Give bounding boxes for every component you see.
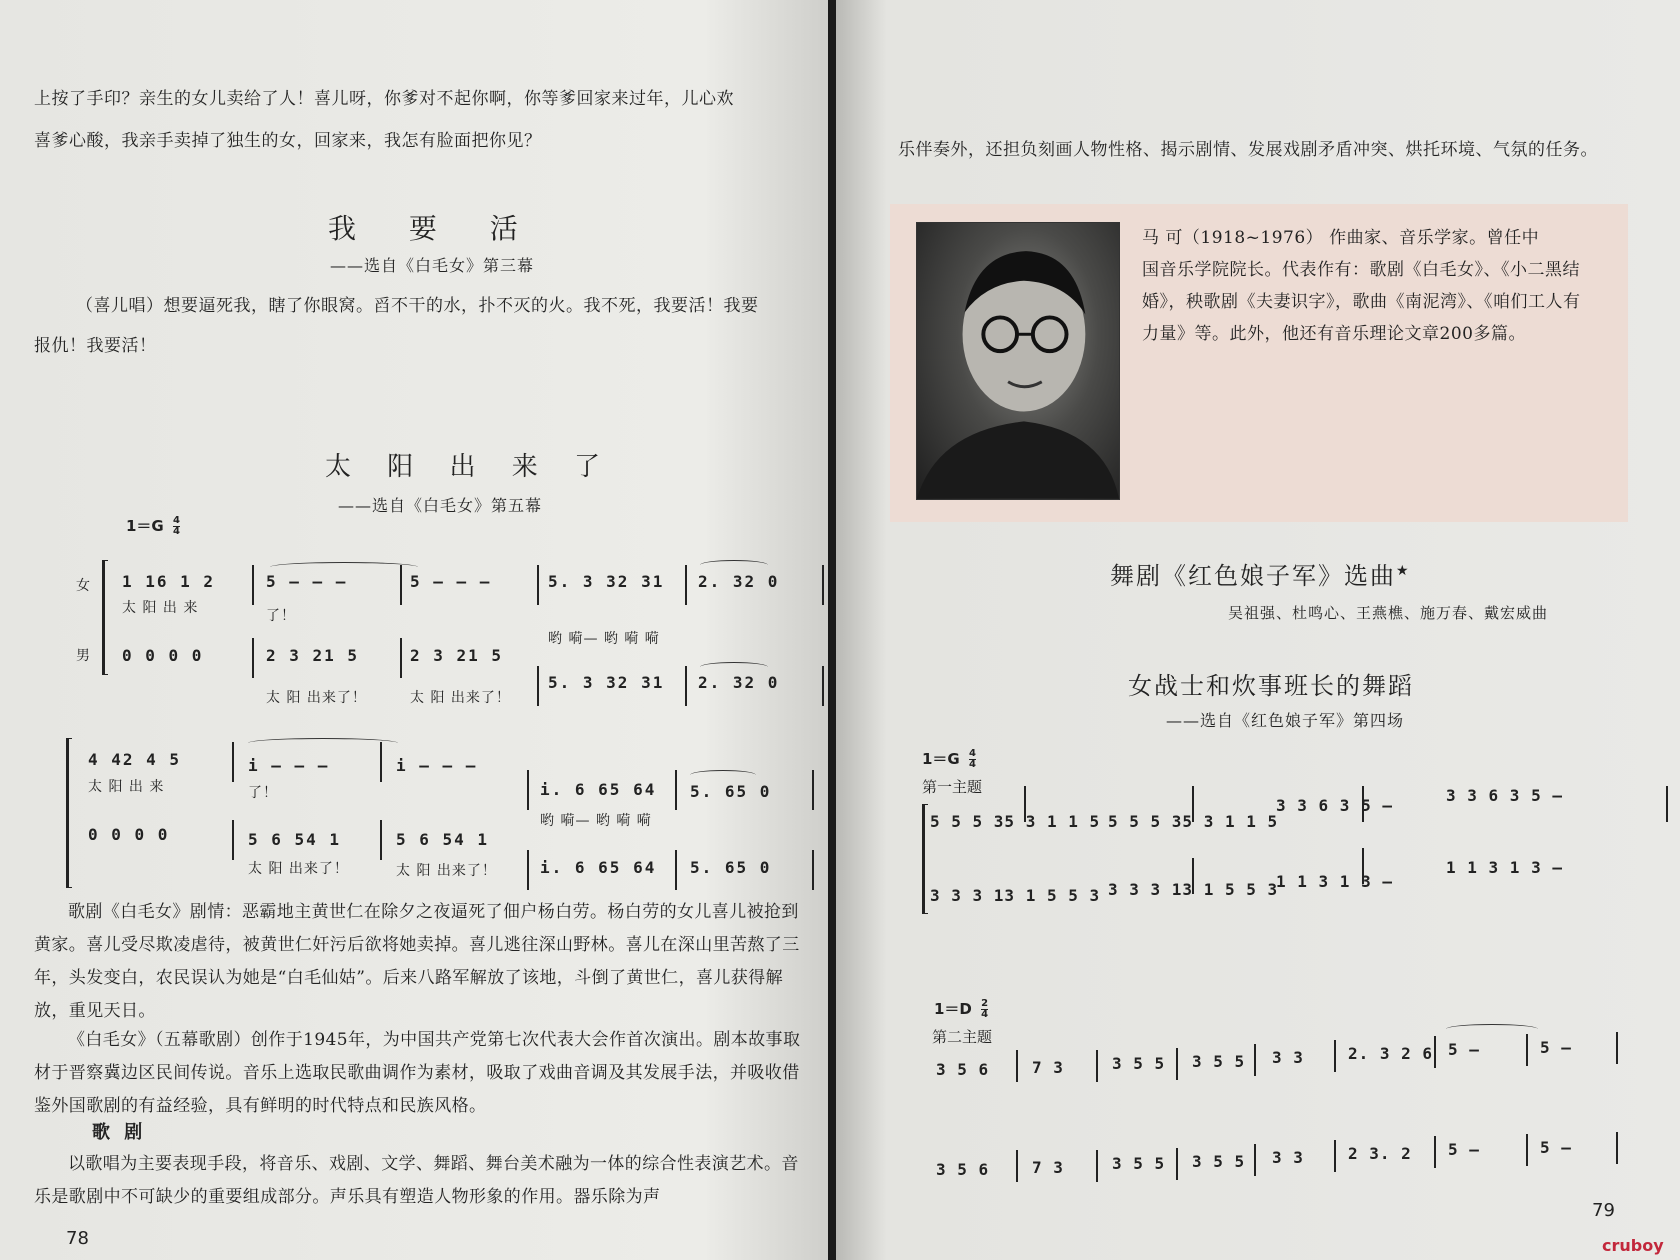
page-number-right: 79 bbox=[1592, 1200, 1615, 1221]
s2-f-m3: i – – – bbox=[396, 756, 478, 775]
barline bbox=[1176, 1148, 1178, 1180]
barline bbox=[537, 565, 539, 605]
song1-title: 我 要 活 bbox=[328, 212, 540, 245]
s1-f-lyr4: 哟 嗬— 哟 嗬 嗬 bbox=[548, 631, 660, 647]
s2-m-m2: 5 6 54 1 bbox=[248, 830, 342, 849]
t2-l-m3: 3 5 5 bbox=[1112, 1154, 1166, 1173]
history-paragraph: 《白毛女》（五幕歌剧）创作于1945年，为中国共产党第七次代表大会作首次演出。剧本故事取材于晋察冀边区民间传说。音乐上选取民歌曲调作为素材，吸取了戏曲音调及其发展手法，并吸收借鉴外国歌剧的有益经验，具有鲜明的时代特点和民族风格。 bbox=[34, 1030, 801, 1116]
song1-line-2: 报仇！我要活！ bbox=[34, 336, 157, 356]
t2-u-m7: 5 – bbox=[1448, 1040, 1480, 1059]
theme2-label: 第二主题 bbox=[932, 1028, 993, 1046]
barline bbox=[1096, 1050, 1098, 1082]
dance-title bbox=[1110, 556, 1411, 591]
piece-subtitle: ——选自《红色娘子军》第四场 bbox=[1166, 711, 1405, 730]
barline bbox=[252, 638, 254, 678]
barline bbox=[1526, 1134, 1528, 1166]
tie bbox=[248, 738, 398, 748]
s1-f-lyr1: 太 阳 出 来 bbox=[122, 600, 199, 616]
time-top: 2 bbox=[981, 998, 989, 1009]
t2-l-m1: 3 5 6 bbox=[936, 1160, 990, 1179]
song2-subtitle: ——选自《白毛女》第五幕 bbox=[338, 496, 543, 515]
song2-key bbox=[126, 515, 180, 537]
s2-m-m1: 0 0 0 0 bbox=[88, 825, 170, 844]
s2-f-m1: 4 42 4 5 bbox=[88, 750, 182, 769]
t1-l-m2: 3 3 3 13 1 5 5 3 bbox=[1108, 880, 1279, 899]
opening-line-1: 上按了手印？亲生的女儿卖给了人！喜儿呀，你爹对不起你啊，你等爹回家来过年，儿心欢 bbox=[34, 89, 734, 109]
t1-u-m1: 5 5 5 35 3 1 1 5 bbox=[930, 812, 1101, 831]
barline bbox=[822, 565, 824, 605]
t2-l-m2: 7 3 bbox=[1032, 1158, 1064, 1177]
barline bbox=[527, 850, 529, 890]
t2-u-m6: 2. 3 2 6 bbox=[1348, 1044, 1434, 1063]
s2-f-lyr2: 了！ bbox=[248, 785, 278, 801]
system1-brace bbox=[102, 560, 108, 675]
barline bbox=[1334, 1040, 1336, 1072]
song1-subtitle: ——选自《白毛女》第三幕 bbox=[330, 256, 535, 275]
theme1-key bbox=[922, 748, 976, 770]
t2-l-m5: 3 3 bbox=[1272, 1148, 1304, 1167]
t1-l-m1: 3 3 3 13 1 5 5 3 bbox=[930, 886, 1101, 905]
s2-m-lyr3: 太 阳 出来了！ bbox=[396, 863, 497, 879]
tie bbox=[690, 770, 756, 780]
theme1-brace bbox=[922, 804, 928, 914]
theme2-key bbox=[934, 998, 988, 1020]
watermark: cruboy bbox=[1602, 1236, 1664, 1255]
theme1-time-signature bbox=[969, 749, 976, 770]
s2-f-m2: i – – – bbox=[248, 756, 330, 775]
t2-l-m4: 3 5 5 bbox=[1192, 1152, 1246, 1171]
t2-u-m1: 3 5 6 bbox=[936, 1060, 990, 1079]
barline bbox=[685, 666, 687, 706]
t2-u-m3: 3 5 5 bbox=[1112, 1054, 1166, 1073]
t1-u-m4: 3 3 6 3 5 – bbox=[1446, 786, 1563, 805]
barline bbox=[1334, 1140, 1336, 1172]
s1-f-lyr2: 了！ bbox=[266, 608, 296, 624]
bio-line: 国音乐学院院长。代表作有：歌剧《白毛女》、《小二黑结 bbox=[1142, 260, 1580, 280]
barline bbox=[1434, 1036, 1436, 1068]
t1-l-m3: 1 1 3 1 3 – bbox=[1276, 872, 1393, 891]
s1-f-m2: 5 – – – bbox=[266, 572, 348, 591]
label-male: 男 bbox=[76, 648, 90, 664]
barline bbox=[822, 666, 824, 706]
barline bbox=[1016, 1050, 1018, 1082]
barline bbox=[400, 638, 402, 678]
barline bbox=[527, 770, 529, 810]
s1-f-m1: 1 16 1 2 bbox=[122, 572, 216, 591]
t2-l-m6: 2 3. 2 bbox=[1348, 1144, 1412, 1163]
time-bottom: 4 bbox=[981, 1009, 989, 1020]
barline bbox=[1096, 1150, 1098, 1182]
barline bbox=[675, 850, 677, 890]
section-heading: 歌 剧 bbox=[92, 1122, 147, 1143]
t1-l-m4: 1 1 3 1 3 – bbox=[1446, 858, 1563, 877]
song1-line-1: （喜儿唱）想要逼死我，瞎了你眼窝。舀不干的水，扑不灭的火。我不死，我要活！我要 bbox=[76, 296, 759, 316]
composer-portrait bbox=[916, 222, 1120, 500]
left-page bbox=[0, 0, 828, 1260]
barline bbox=[685, 565, 687, 605]
bio-text bbox=[1142, 222, 1581, 350]
theme2-time-signature bbox=[981, 999, 988, 1020]
theme1-label: 第一主题 bbox=[922, 778, 983, 796]
theme1-key-text: 1＝G bbox=[922, 750, 960, 768]
s2-m-m3: 5 6 54 1 bbox=[396, 830, 490, 849]
s1-m-m1: 0 0 0 0 bbox=[122, 646, 204, 665]
s2-m-m5: 5. 65 0 bbox=[690, 858, 772, 877]
t2-u-m8: 5 – bbox=[1540, 1038, 1572, 1057]
s1-m-m5: 2. 32 0 bbox=[698, 673, 780, 692]
t2-u-m5: 3 3 bbox=[1272, 1048, 1304, 1067]
t2-l-m8: 5 – bbox=[1540, 1138, 1572, 1157]
s2-f-m5: 5. 65 0 bbox=[690, 782, 772, 801]
tie bbox=[1446, 1024, 1538, 1034]
barline bbox=[812, 850, 814, 890]
barline bbox=[1254, 1044, 1256, 1076]
t1-u-m3: 3 3 6 3 5 – bbox=[1276, 796, 1393, 815]
barline bbox=[252, 565, 254, 605]
book-spine bbox=[828, 0, 836, 1260]
tie bbox=[700, 560, 768, 570]
bio-line: 力量》等。此外，他还有音乐理论文章200多篇。 bbox=[1142, 324, 1526, 344]
s1-m-lyr2: 太 阳 出来了！ bbox=[266, 690, 367, 706]
time-top: 4 bbox=[172, 515, 180, 526]
s2-f-m4: i. 6 65 64 bbox=[540, 780, 657, 799]
top-line: 乐伴奏外，还担负刻画人物性格、揭示剧情、发展戏剧矛盾冲突、烘托环境、气氛的任务。 bbox=[898, 140, 1598, 160]
barline bbox=[1666, 786, 1668, 822]
barline bbox=[232, 742, 234, 782]
plot-paragraph: 歌剧《白毛女》剧情：恶霸地主黄世仁在除夕之夜逼死了佃户杨白劳。杨白劳的女儿喜儿被抢到黄家。喜儿受尽欺凌虐待，被黄世仁奸污后欲将她卖掉。喜儿逃往深山野林。喜儿在深山里苦熬了三年，头发变白，农民误认为她是“白毛仙姑”。后来八路军解放了该地，斗倒了黄世仁，喜儿获得解放，重见天日。 bbox=[34, 902, 800, 1021]
barline bbox=[1616, 1132, 1618, 1164]
t2-u-m4: 3 5 5 bbox=[1192, 1052, 1246, 1071]
opera-definition: 以歌唱为主要表现手段，将音乐、戏剧、文学、舞蹈、舞台美术融为一体的综合性表演艺术。音乐是歌剧中不可缺少的重要组成部分。声乐具有塑造人物形象的作用。器乐除为声 bbox=[34, 1154, 799, 1207]
label-female: 女 bbox=[76, 578, 90, 594]
barline bbox=[537, 666, 539, 706]
time-bottom: 4 bbox=[172, 526, 180, 537]
barline bbox=[1526, 1034, 1528, 1066]
barline bbox=[380, 742, 382, 782]
barline bbox=[812, 770, 814, 810]
s2-f-lyr1: 太 阳 出 来 bbox=[88, 779, 165, 795]
right-page bbox=[836, 0, 1680, 1260]
s1-m-lyr3: 太 阳 出来了！ bbox=[410, 690, 511, 706]
s1-m-m4: 5. 3 32 31 bbox=[548, 673, 665, 692]
dance-title-text: 舞剧《红色娘子军》选曲 bbox=[1110, 562, 1396, 590]
s2-m-m4: i. 6 65 64 bbox=[540, 858, 657, 877]
tie bbox=[700, 662, 768, 672]
t2-l-m7: 5 – bbox=[1448, 1140, 1480, 1159]
s1-f-m4: 5. 3 32 31 bbox=[548, 572, 665, 591]
bio-line: 婚》，秧歌剧《夫妻识字》，歌曲《南泥湾》、《咱们工人有 bbox=[1142, 292, 1581, 312]
page-number-left: 78 bbox=[66, 1228, 89, 1249]
portrait-drawing bbox=[917, 223, 1119, 499]
composers: 吴祖强、杜鸣心、王燕樵、施万春、戴宏威曲 bbox=[1228, 604, 1549, 622]
s2-m-lyr2: 太 阳 出来了！ bbox=[248, 861, 349, 877]
barline bbox=[1176, 1048, 1178, 1080]
theme2-key-text: 1＝D bbox=[934, 1000, 972, 1018]
piece-title: 女战士和炊事班长的舞蹈 bbox=[1128, 672, 1414, 700]
t1-u-m2: 5 5 5 35 3 1 1 5 bbox=[1108, 812, 1279, 831]
song2-title: 太 阳 出 来 了 bbox=[325, 452, 615, 482]
barline bbox=[1254, 1144, 1256, 1176]
barline bbox=[1616, 1032, 1618, 1064]
barline bbox=[1016, 1150, 1018, 1182]
barline bbox=[232, 820, 234, 860]
s2-f-lyr4: 哟 嗬— 哟 嗬 嗬 bbox=[540, 813, 652, 829]
bio-line: 马 可（1918~1976） 作曲家、音乐学家。曾任中 bbox=[1142, 228, 1540, 248]
song2-key-text: 1＝G bbox=[126, 517, 164, 535]
star-mark: ★ bbox=[1396, 563, 1411, 579]
t2-u-m2: 7 3 bbox=[1032, 1058, 1064, 1077]
tie bbox=[270, 562, 418, 572]
opening-line-2: 喜爹心酸，我亲手卖掉了独生的女，回家来，我怎有脸面把你见？ bbox=[34, 131, 542, 151]
s1-f-m5: 2. 32 0 bbox=[698, 572, 780, 591]
s1-m-m2: 2 3 21 5 bbox=[266, 646, 360, 665]
time-bottom: 4 bbox=[968, 759, 976, 770]
s1-m-m3: 2 3 21 5 bbox=[410, 646, 504, 665]
system2-brace bbox=[66, 738, 72, 888]
time-top: 4 bbox=[968, 748, 976, 759]
song2-time-signature bbox=[173, 516, 180, 537]
s1-f-m3: 5 – – – bbox=[410, 572, 492, 591]
barline bbox=[675, 770, 677, 810]
barline bbox=[1434, 1136, 1436, 1168]
barline bbox=[380, 820, 382, 860]
